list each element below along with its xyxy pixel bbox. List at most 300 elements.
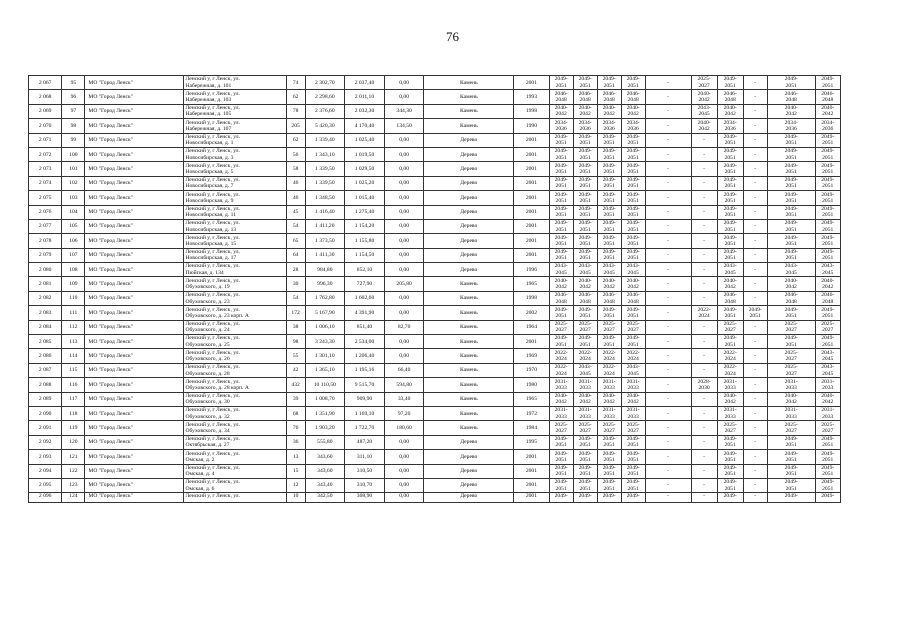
work-period: 2040- 2042 bbox=[573, 392, 597, 406]
total-area: 2 298,60 bbox=[305, 90, 345, 104]
work-period: - bbox=[645, 234, 691, 248]
living-area: 851,40 bbox=[345, 320, 385, 334]
nonliving-area: 0,00 bbox=[384, 349, 424, 363]
work-period: 2049- 2051 bbox=[743, 306, 767, 320]
table-row bbox=[29, 219, 868, 233]
work-period: 2049- 2051 bbox=[573, 335, 597, 349]
row-number: 2 070 bbox=[29, 119, 62, 133]
row-number: 2 080 bbox=[29, 263, 62, 277]
work-period: 2022- 2024 bbox=[717, 349, 743, 363]
work-period: 2022- 2024 bbox=[621, 349, 645, 363]
table-row bbox=[29, 162, 868, 176]
work-period: 2040- 2042 bbox=[621, 392, 645, 406]
address-line: Ленский у, г Ленск, ул. bbox=[185, 335, 240, 342]
living-area: 909,90 bbox=[345, 392, 385, 406]
address-line: Ленский у, г Ленск, ул. bbox=[185, 105, 240, 112]
total-area: 1 008,70 bbox=[305, 392, 345, 406]
address bbox=[184, 133, 286, 147]
work-period: - bbox=[645, 421, 691, 435]
work-period: 2049- 2051 bbox=[549, 464, 573, 478]
municipality: МО "Город Ленск" bbox=[85, 435, 184, 449]
row-number: 2 071 bbox=[29, 133, 62, 147]
residents-count: 65 bbox=[286, 234, 305, 248]
nonliving-area: 205,80 bbox=[384, 277, 424, 291]
work-period: 2049- bbox=[767, 493, 815, 503]
wall-material: Камень bbox=[424, 277, 514, 291]
work-period: 2049- 2051 bbox=[597, 464, 621, 478]
work-period: 2025- 2027 bbox=[597, 421, 621, 435]
work-period: 2049- 2051 bbox=[549, 162, 573, 176]
local-number: 111 bbox=[62, 306, 85, 320]
local-number: 95 bbox=[62, 76, 85, 90]
work-period: 2049- 2051 bbox=[815, 176, 840, 190]
work-period: 2031- 2033 bbox=[597, 406, 621, 420]
work-period: 2049- 2051 bbox=[767, 76, 815, 90]
local-number: 101 bbox=[62, 162, 85, 176]
work-period: - bbox=[645, 464, 691, 478]
address-line: Набережная, д. 107 bbox=[185, 125, 232, 132]
total-area: 1 006,10 bbox=[305, 320, 345, 334]
local-number: 112 bbox=[62, 320, 85, 334]
work-period: 2046- 2048 bbox=[767, 291, 815, 305]
nonliving-area: 0,00 bbox=[384, 263, 424, 277]
address bbox=[184, 378, 286, 392]
work-period: - bbox=[645, 147, 691, 161]
work-period: 2034- 2036 bbox=[597, 119, 621, 133]
work-period: 2049- 2051 bbox=[573, 478, 597, 492]
address bbox=[184, 162, 286, 176]
work-period: 2031- 2033 bbox=[549, 378, 573, 392]
year-built: 2001 bbox=[514, 76, 549, 90]
work-period: 2034- 2036 bbox=[573, 119, 597, 133]
total-area: 2 376,60 bbox=[305, 104, 345, 118]
table-row bbox=[29, 378, 868, 392]
work-period: 2031- 2033 bbox=[621, 406, 645, 420]
living-area: 1 019,50 bbox=[345, 147, 385, 161]
row-number: 2 094 bbox=[29, 464, 62, 478]
wall-material: Камень bbox=[424, 76, 514, 90]
work-period: 2040- 2042 bbox=[691, 90, 717, 104]
nonliving-area: 0,00 bbox=[384, 133, 424, 147]
wall-material: Дерево bbox=[424, 176, 514, 190]
work-period: 2049- 2051 bbox=[549, 435, 573, 449]
work-period: 2049- 2051 bbox=[767, 162, 815, 176]
total-area: 1 411,30 bbox=[305, 248, 345, 262]
living-area: 1 154,50 bbox=[345, 248, 385, 262]
work-period: 2025- 2027 bbox=[691, 76, 717, 90]
work-period: - bbox=[691, 248, 717, 262]
work-period: - bbox=[691, 493, 717, 503]
municipality: МО "Город Ленск" bbox=[85, 234, 184, 248]
work-period: - bbox=[743, 277, 767, 291]
year-built: 2001 bbox=[514, 493, 549, 503]
address bbox=[184, 191, 286, 205]
work-period: 2049- 2051 bbox=[767, 147, 815, 161]
work-period: 2049- 2051 bbox=[549, 76, 573, 90]
row-number: 2 072 bbox=[29, 147, 62, 161]
work-period: 2040- 2042 bbox=[815, 392, 840, 406]
work-period: 2022- 2024 bbox=[597, 349, 621, 363]
address-line: Пюйская, д. 134 bbox=[185, 269, 224, 276]
work-period: 2049- 2051 bbox=[597, 306, 621, 320]
work-period: - bbox=[691, 392, 717, 406]
work-period: 2040- 2042 bbox=[549, 104, 573, 118]
address-line: Обуховского, д. 30 bbox=[185, 399, 230, 406]
nonliving-area: 0,00 bbox=[384, 162, 424, 176]
local-number: 118 bbox=[62, 406, 85, 420]
work-period: 2049- 2051 bbox=[597, 147, 621, 161]
work-period: 2025- 2027 bbox=[717, 320, 743, 334]
wall-material: Дерево bbox=[424, 248, 514, 262]
work-period: 2049- 2051 bbox=[815, 219, 840, 233]
address-line: Омская, д. 6 bbox=[185, 485, 215, 492]
living-area: 1 154,20 bbox=[345, 219, 385, 233]
municipality: МО "Город Ленск" bbox=[85, 104, 184, 118]
work-period: 2049- 2051 bbox=[597, 450, 621, 464]
work-period: 2046- 2048 bbox=[549, 291, 573, 305]
total-area: 1 301,10 bbox=[305, 349, 345, 363]
address bbox=[184, 147, 286, 161]
living-area: 4 170,40 bbox=[345, 119, 385, 133]
nonliving-area: 344,30 bbox=[384, 104, 424, 118]
year-built: 2001 bbox=[514, 450, 549, 464]
address bbox=[184, 205, 286, 219]
work-period: 2049- 2051 bbox=[717, 162, 743, 176]
table-row bbox=[29, 493, 868, 503]
work-period: 2022- 2024 bbox=[717, 363, 743, 377]
housing-register-table bbox=[28, 75, 868, 503]
table-row bbox=[29, 363, 868, 377]
work-period: 2049- 2051 bbox=[549, 147, 573, 161]
total-area: 1 339,50 bbox=[305, 162, 345, 176]
address-line: Октябрьская, д. 27 bbox=[185, 442, 230, 449]
address bbox=[184, 291, 286, 305]
local-number: 100 bbox=[62, 147, 85, 161]
work-period: - bbox=[645, 90, 691, 104]
work-period: - bbox=[743, 421, 767, 435]
address-line: Ленский у, г Ленск, ул. bbox=[185, 277, 240, 284]
wall-material: Дерево bbox=[424, 234, 514, 248]
address-line: Новосибирская, д. 13 bbox=[185, 226, 237, 233]
address-line: Ленский у, г Ленск, ул. bbox=[185, 263, 240, 270]
local-number: 96 bbox=[62, 90, 85, 104]
nonliving-area: 0,00 bbox=[384, 306, 424, 320]
address bbox=[184, 263, 286, 277]
work-period: 2025- 2027 bbox=[597, 320, 621, 334]
wall-material: Дерево bbox=[424, 219, 514, 233]
work-period: - bbox=[645, 291, 691, 305]
work-period: 2031- 2033 bbox=[815, 406, 840, 420]
work-period: 2025- 2027 bbox=[549, 320, 573, 334]
table-row bbox=[29, 191, 868, 205]
work-period: 2043- 2045 bbox=[815, 263, 840, 277]
page-number: 76 bbox=[446, 29, 459, 44]
year-built: 1970 bbox=[514, 363, 549, 377]
year-built: 2001 bbox=[514, 162, 549, 176]
local-number: 98 bbox=[62, 119, 85, 133]
address-line: Обуховского, д. 25 bbox=[185, 341, 230, 348]
address-line: Новосибирская, д. 17 bbox=[185, 255, 237, 262]
total-area: 5 167,90 bbox=[305, 306, 345, 320]
municipality: МО "Город Ленск" bbox=[85, 421, 184, 435]
work-period: - bbox=[645, 306, 691, 320]
address-line: Омская, д. 4 bbox=[185, 471, 215, 478]
work-period: 2025- 2027 bbox=[767, 421, 815, 435]
address-line: Ленский у, г Ленск, ул. bbox=[185, 205, 240, 212]
year-built: 2001 bbox=[514, 176, 549, 190]
address-line: Обуховского, д. 28 bbox=[185, 370, 230, 377]
residents-count: 58 bbox=[286, 162, 305, 176]
work-period: 2049- 2051 bbox=[815, 76, 840, 90]
address-line: Новосибирская, д. 1 bbox=[185, 140, 234, 147]
address-line: Ленский у, г Ленск, ул. bbox=[185, 407, 240, 414]
local-number: 99 bbox=[62, 133, 85, 147]
residents-count: 432 bbox=[286, 378, 305, 392]
work-period: 2034- 2036 bbox=[767, 119, 815, 133]
living-area: 310,70 bbox=[345, 478, 385, 492]
wall-material: Камень bbox=[424, 378, 514, 392]
municipality: МО "Город Ленск" bbox=[85, 219, 184, 233]
work-period: 2049- 2051 bbox=[717, 248, 743, 262]
living-area: 4 391,90 bbox=[345, 306, 385, 320]
work-period: 2046- 2048 bbox=[573, 90, 597, 104]
living-area: 1 722,70 bbox=[345, 421, 385, 435]
address-line: Ленский у, г Ленск, ул. bbox=[185, 436, 240, 443]
municipality: МО "Город Ленск" bbox=[85, 76, 184, 90]
address-line: Набережная, д. 105 bbox=[185, 111, 232, 118]
address-line: Обуховского, д. 24 bbox=[185, 327, 230, 334]
work-period: 2049- 2051 bbox=[767, 191, 815, 205]
row-number: 2 091 bbox=[29, 421, 62, 435]
work-period: - bbox=[645, 162, 691, 176]
work-period: - bbox=[691, 133, 717, 147]
work-period: 2049- 2051 bbox=[717, 76, 743, 90]
address bbox=[184, 406, 286, 420]
wall-material: Камень bbox=[424, 90, 514, 104]
living-area: 1 206,40 bbox=[345, 349, 385, 363]
address-line: Обуховского, д. 34 bbox=[185, 428, 230, 435]
municipality: МО "Город Ленск" bbox=[85, 248, 184, 262]
address-line: Омская, д. 2 bbox=[185, 456, 215, 463]
residents-count: 46 bbox=[286, 191, 305, 205]
work-period: - bbox=[645, 335, 691, 349]
residents-count: 42 bbox=[286, 363, 305, 377]
local-number: 102 bbox=[62, 176, 85, 190]
residents-count: 54 bbox=[286, 291, 305, 305]
work-period: 2049- 2051 bbox=[717, 205, 743, 219]
work-period: 2049- 2051 bbox=[767, 219, 815, 233]
work-period: 2046- 2048 bbox=[597, 90, 621, 104]
work-period: - bbox=[645, 320, 691, 334]
wall-material: Камень bbox=[424, 119, 514, 133]
year-built: 2001 bbox=[514, 234, 549, 248]
row-number: 2 096 bbox=[29, 493, 62, 503]
work-period: 2046- 2048 bbox=[597, 291, 621, 305]
work-period: - bbox=[691, 191, 717, 205]
work-period: - bbox=[743, 320, 767, 334]
address bbox=[184, 119, 286, 133]
work-period: 2040- 2042 bbox=[717, 104, 743, 118]
nonliving-area: 0,00 bbox=[384, 248, 424, 262]
work-period: 2043- 2045 bbox=[691, 104, 717, 118]
work-period: - bbox=[743, 248, 767, 262]
table-row bbox=[29, 335, 868, 349]
total-area: 1 365,10 bbox=[305, 363, 345, 377]
work-period: 2025- 2027 bbox=[815, 320, 840, 334]
residents-count: 12 bbox=[286, 478, 305, 492]
municipality: МО "Город Ленск" bbox=[85, 392, 184, 406]
row-number: 2 090 bbox=[29, 406, 62, 420]
local-number: 113 bbox=[62, 335, 85, 349]
living-area: 310,50 bbox=[345, 464, 385, 478]
municipality: МО "Город Ленск" bbox=[85, 478, 184, 492]
year-built: 1964 bbox=[514, 320, 549, 334]
year-built: 1998 bbox=[514, 291, 549, 305]
work-period: 2049- 2051 bbox=[767, 435, 815, 449]
address-line: Новосибирская, д. 11 bbox=[185, 212, 236, 219]
work-period: 2049- 2051 bbox=[767, 306, 815, 320]
work-period: 2034- 2036 bbox=[549, 119, 573, 133]
year-built: 2001 bbox=[514, 335, 549, 349]
work-period: 2049- 2051 bbox=[573, 219, 597, 233]
work-period: 2040- 2042 bbox=[597, 277, 621, 291]
address-line: Ленский у, г Ленск, ул. bbox=[185, 133, 240, 140]
row-number: 2 068 bbox=[29, 90, 62, 104]
work-period: - bbox=[691, 219, 717, 233]
municipality: МО "Город Ленск" bbox=[85, 335, 184, 349]
address-line: Ленский у, г Ленск, ул. bbox=[185, 76, 240, 83]
work-period: 2046- 2048 bbox=[621, 90, 645, 104]
work-period: 2049- 2051 bbox=[621, 478, 645, 492]
address-line: Ленский у, г Ленск, ул. bbox=[185, 378, 240, 385]
residents-count: 172 bbox=[286, 306, 305, 320]
work-period: 2031- 2033 bbox=[767, 378, 815, 392]
work-period: 2049- 2051 bbox=[717, 234, 743, 248]
work-period: - bbox=[743, 119, 767, 133]
work-period: 2022- 2024 bbox=[549, 363, 573, 377]
municipality: МО "Город Ленск" bbox=[85, 493, 184, 503]
work-period: 2040- 2042 bbox=[573, 104, 597, 118]
address-line: Ленский у, г Ленск, ул. bbox=[185, 234, 240, 241]
row-number: 2 069 bbox=[29, 104, 62, 118]
residents-count: 56 bbox=[286, 147, 305, 161]
wall-material: Дерево bbox=[424, 191, 514, 205]
wall-material: Дерево bbox=[424, 435, 514, 449]
year-built: 1995 bbox=[514, 435, 549, 449]
table-row bbox=[29, 90, 868, 104]
work-period: 2049- 2051 bbox=[621, 234, 645, 248]
local-number: 110 bbox=[62, 291, 85, 305]
row-number: 2 085 bbox=[29, 335, 62, 349]
year-built: 2002 bbox=[514, 306, 549, 320]
total-area: 2 302,70 bbox=[305, 76, 345, 90]
work-period: 2049- 2051 bbox=[597, 133, 621, 147]
work-period: - bbox=[645, 205, 691, 219]
work-period: 2031- 2033 bbox=[621, 378, 645, 392]
work-period: 2049- 2051 bbox=[621, 435, 645, 449]
living-area: 311,10 bbox=[345, 450, 385, 464]
living-area: 1 025,40 bbox=[345, 133, 385, 147]
municipality: МО "Город Ленск" bbox=[85, 176, 184, 190]
work-period: 2046- 2048 bbox=[621, 291, 645, 305]
year-built: 2001 bbox=[514, 191, 549, 205]
local-number: 106 bbox=[62, 234, 85, 248]
nonliving-area: 0,00 bbox=[384, 450, 424, 464]
work-period: 2049- 2051 bbox=[573, 133, 597, 147]
row-number: 2 089 bbox=[29, 392, 62, 406]
work-period: 2025- 2027 bbox=[767, 320, 815, 334]
total-area: 984,80 bbox=[305, 263, 345, 277]
wall-material: Дерево bbox=[424, 478, 514, 492]
work-period: - bbox=[691, 291, 717, 305]
work-period: 2049- 2051 bbox=[549, 219, 573, 233]
work-period: - bbox=[743, 363, 767, 377]
address-line: Ленский у, г Ленск, ул. bbox=[185, 249, 240, 256]
work-period: 2031- 2033 bbox=[815, 378, 840, 392]
residents-count: 64 bbox=[286, 248, 305, 262]
work-period: 2040- 2042 bbox=[597, 104, 621, 118]
work-period: 2025- 2027 bbox=[573, 320, 597, 334]
address bbox=[184, 76, 286, 90]
work-period: 2022- 2024 bbox=[573, 349, 597, 363]
work-period: 2040- 2042 bbox=[767, 392, 815, 406]
wall-material: Камень bbox=[424, 306, 514, 320]
living-area: 9 515,70 bbox=[345, 378, 385, 392]
row-number: 2 077 bbox=[29, 219, 62, 233]
address-line: Ленский у, г Ленск, ул. bbox=[185, 148, 240, 155]
living-area: 1 195,16 bbox=[345, 363, 385, 377]
work-period: - bbox=[645, 133, 691, 147]
work-period: 2040- 2042 bbox=[621, 277, 645, 291]
table-row bbox=[29, 205, 868, 219]
work-period: - bbox=[645, 119, 691, 133]
living-area: 1 169,10 bbox=[345, 406, 385, 420]
municipality: МО "Город Ленск" bbox=[85, 464, 184, 478]
work-period: 2049- bbox=[597, 493, 621, 503]
municipality: МО "Город Ленск" bbox=[85, 450, 184, 464]
living-area: 1 015,40 bbox=[345, 191, 385, 205]
row-number: 2 078 bbox=[29, 234, 62, 248]
year-built: 1965 bbox=[514, 277, 549, 291]
total-area: 10 110,50 bbox=[305, 378, 345, 392]
work-period: 2049- 2051 bbox=[573, 147, 597, 161]
work-period: 2049- 2051 bbox=[621, 76, 645, 90]
row-number: 2 074 bbox=[29, 176, 62, 190]
work-period: - bbox=[645, 349, 691, 363]
work-period: 2049- 2051 bbox=[597, 234, 621, 248]
work-period: 2049- 2051 bbox=[815, 191, 840, 205]
work-period: - bbox=[743, 162, 767, 176]
work-period: - bbox=[743, 219, 767, 233]
wall-material: Камень bbox=[424, 104, 514, 118]
residents-count: 38 bbox=[286, 320, 305, 334]
work-period: 2031- 2033 bbox=[717, 406, 743, 420]
work-period: 2043- 2045 bbox=[597, 263, 621, 277]
work-period: 2049- 2051 bbox=[767, 248, 815, 262]
total-area: 1 903,20 bbox=[305, 421, 345, 435]
work-period: 2040- 2042 bbox=[717, 392, 743, 406]
work-period: - bbox=[743, 493, 767, 503]
residents-count: 98 bbox=[286, 335, 305, 349]
work-period: 2049- 2051 bbox=[767, 478, 815, 492]
wall-material: Дерево bbox=[424, 493, 514, 503]
work-period: - bbox=[645, 392, 691, 406]
residents-count: 78 bbox=[286, 104, 305, 118]
work-period: 2049- 2051 bbox=[597, 478, 621, 492]
row-number: 2 083 bbox=[29, 306, 62, 320]
work-period: - bbox=[691, 320, 717, 334]
municipality: МО "Город Ленск" bbox=[85, 90, 184, 104]
